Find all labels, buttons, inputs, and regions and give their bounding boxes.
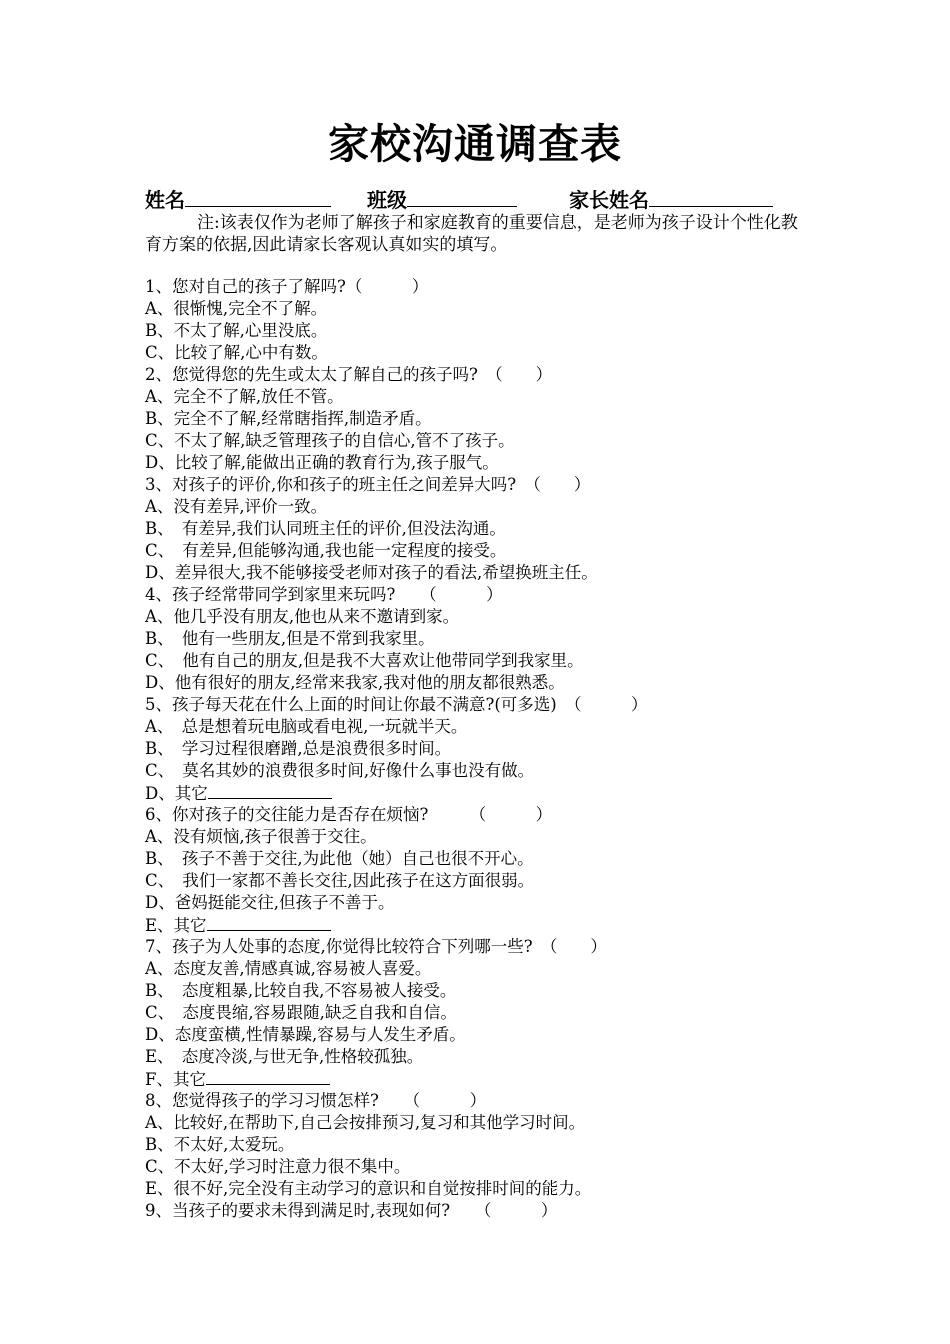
option-line [145, 672, 565, 694]
option-line [145, 760, 534, 782]
line-text: 5、孩子每天花在什么上面的时间让你最不满意?(可多选) （ ） [145, 695, 648, 714]
line-text: A、完全不了解,放任不管。 [145, 387, 344, 406]
option-line [145, 1112, 585, 1134]
line-text: A、很惭愧,完全不了解。 [145, 299, 328, 318]
line-text: C、 有差异,但能够沟通,我也能一定程度的接受。 [145, 541, 507, 560]
line-text: A、 总是想着玩电脑或看电视,一玩就半天。 [145, 717, 468, 736]
line-text: 1、您对自己的孩子了解吗?（ ） [145, 277, 429, 296]
class-blank [407, 186, 517, 207]
line-text: 7、孩子为人处事的态度,你觉得比较符合下列哪一些? （ ） [145, 937, 607, 956]
line-text: B、 孩子不善于交往,为此他（她）自己也很不开心。 [145, 849, 534, 868]
line-text: A、没有烦恼,孩子很善于交往。 [145, 827, 377, 846]
question-line [145, 474, 590, 496]
parent-name-blank [649, 186, 773, 207]
option-line [145, 1046, 423, 1068]
line-text: B、不太了解,心里没底。 [145, 321, 328, 340]
option-line [145, 958, 431, 980]
line-text: C、比较了解,心中有数。 [145, 343, 328, 362]
instruction-note [145, 212, 810, 256]
option-line [145, 1134, 294, 1156]
student-name-blank [185, 186, 331, 207]
line-text: 3、对孩子的评价,你和孩子的班主任之间差异大吗? （ ） [145, 475, 591, 494]
option-line [145, 298, 327, 320]
note-text: 注:该表仅作为老师了解孩子和家庭教育的重要信息，是老师为孩子设计个性化教育方案的依据,因此请家长客观认真如实的填写。 [145, 213, 798, 255]
line-text: B、完全不了解,经常瞎指挥,制造矛盾。 [145, 409, 432, 428]
option-line [145, 606, 459, 628]
option-line [145, 716, 467, 738]
question-line [145, 276, 428, 298]
parent-name-field [569, 186, 773, 213]
line-text: B、 他有一些朋友,但是不常到我家里。 [145, 629, 435, 648]
question-line [145, 364, 552, 386]
option-line [145, 518, 506, 540]
option-line [145, 980, 456, 1002]
info-fields [145, 186, 825, 212]
question-line [145, 1090, 486, 1112]
option-line [145, 738, 451, 760]
option-line [145, 628, 435, 650]
class-label: 班级 [367, 188, 407, 212]
line-text: C、 态度畏缩,容易跟随,缺乏自我和自信。 [145, 1003, 457, 1022]
line-text: A、比较好,在帮助下,自己会按排预习,复习和其他学习时间。 [145, 1113, 586, 1132]
line-text: B、 学习过程很磨蹭,总是浪费很多时间。 [145, 739, 452, 758]
line-text: B、 有差异,我们认同班主任的评价,但没法沟通。 [145, 519, 506, 538]
line-text: C、 他有自己的朋友,但是我不大喜欢让他带同学到我家里。 [145, 651, 584, 670]
line-text: F、其它 [145, 1070, 206, 1089]
option-line [145, 1156, 410, 1178]
question-line [145, 584, 503, 606]
parent-name-label: 家长姓名 [569, 188, 649, 212]
line-text: C、 我们一家都不善长交往,因此孩子在这方面很弱。 [145, 871, 535, 890]
student-name-label: 姓名 [145, 188, 185, 212]
option-line [145, 782, 332, 805]
option-line [145, 342, 328, 364]
option-line [145, 386, 344, 408]
option-line [145, 826, 377, 848]
option-line [145, 540, 506, 562]
line-text: 8、您觉得孩子的学习习惯怎样? （ ） [145, 1091, 487, 1110]
option-line [145, 496, 327, 518]
line-text: A、他几乎没有朋友,他也从来不邀请到家。 [145, 607, 460, 626]
answer-blank [207, 914, 331, 931]
line-text: E、很不好,完全没有主动学习的意识和自觉按排时间的能力。 [145, 1179, 592, 1198]
option-line [145, 430, 515, 452]
option-line [145, 892, 394, 914]
option-line [145, 562, 598, 584]
answer-blank [208, 782, 332, 799]
line-text: C、不太了解,缺乏管理孩子的自信心,管不了孩子。 [145, 431, 515, 450]
option-line [145, 320, 327, 342]
line-text: 2、您觉得您的先生或太太了解自己的孩子吗? （ ） [145, 365, 553, 384]
line-text: D、爸妈挺能交往,但孩子不善于。 [145, 893, 395, 912]
line-text: D、态度蛮横,性情暴躁,容易与人发生矛盾。 [145, 1025, 466, 1044]
student-name-field [145, 186, 331, 213]
line-text: B、不太好,太爱玩。 [145, 1135, 295, 1154]
line-text: A、没有差异,评价一致。 [145, 497, 328, 516]
option-line [145, 848, 534, 870]
option-line [145, 870, 534, 892]
option-line [145, 408, 432, 430]
option-line [145, 1024, 466, 1046]
line-text: D、差异很大,我不能够接受老师对孩子的看法,希望换班主任。 [145, 563, 598, 582]
line-text: E、 态度冷淡,与世无争,性格较孤独。 [145, 1047, 424, 1066]
option-line [145, 914, 331, 937]
line-text: C、不太好,学习时注意力很不集中。 [145, 1157, 411, 1176]
line-text: D、比较了解,能做出正确的教育行为,孩子服气。 [145, 453, 499, 472]
page-title: 家校沟通调查表 [328, 120, 622, 168]
line-text: D、其它 [145, 784, 208, 803]
line-text: D、他有很好的朋友,经常来我家,我对他的朋友都很熟悉。 [145, 673, 565, 692]
option-line [145, 650, 584, 672]
question-line [145, 804, 552, 826]
line-text: E、其它 [145, 916, 207, 935]
option-line [145, 1002, 457, 1024]
line-text: B、 态度粗暴,比较自我,不容易被人接受。 [145, 981, 457, 1000]
option-line [145, 1178, 591, 1200]
question-line [145, 694, 647, 716]
answer-blank [206, 1068, 330, 1085]
option-line [145, 452, 499, 474]
line-text: C、 莫名其妙的浪费很多时间,好像什么事也没有做。 [145, 761, 535, 780]
class-field [367, 186, 517, 213]
question-line [145, 936, 607, 958]
line-text: 4、孩子经常带同学到家里来玩吗? （ ） [145, 585, 503, 604]
line-text: A、态度友善,情感真诚,容易被人喜爱。 [145, 959, 432, 978]
line-text: 9、当孩子的要求未得到满足时,表现如何? （ ） [145, 1201, 558, 1220]
question-line [145, 1200, 557, 1222]
option-line [145, 1068, 330, 1091]
line-text: 6、你对孩子的交往能力是否存在烦恼? （ ） [145, 805, 553, 824]
